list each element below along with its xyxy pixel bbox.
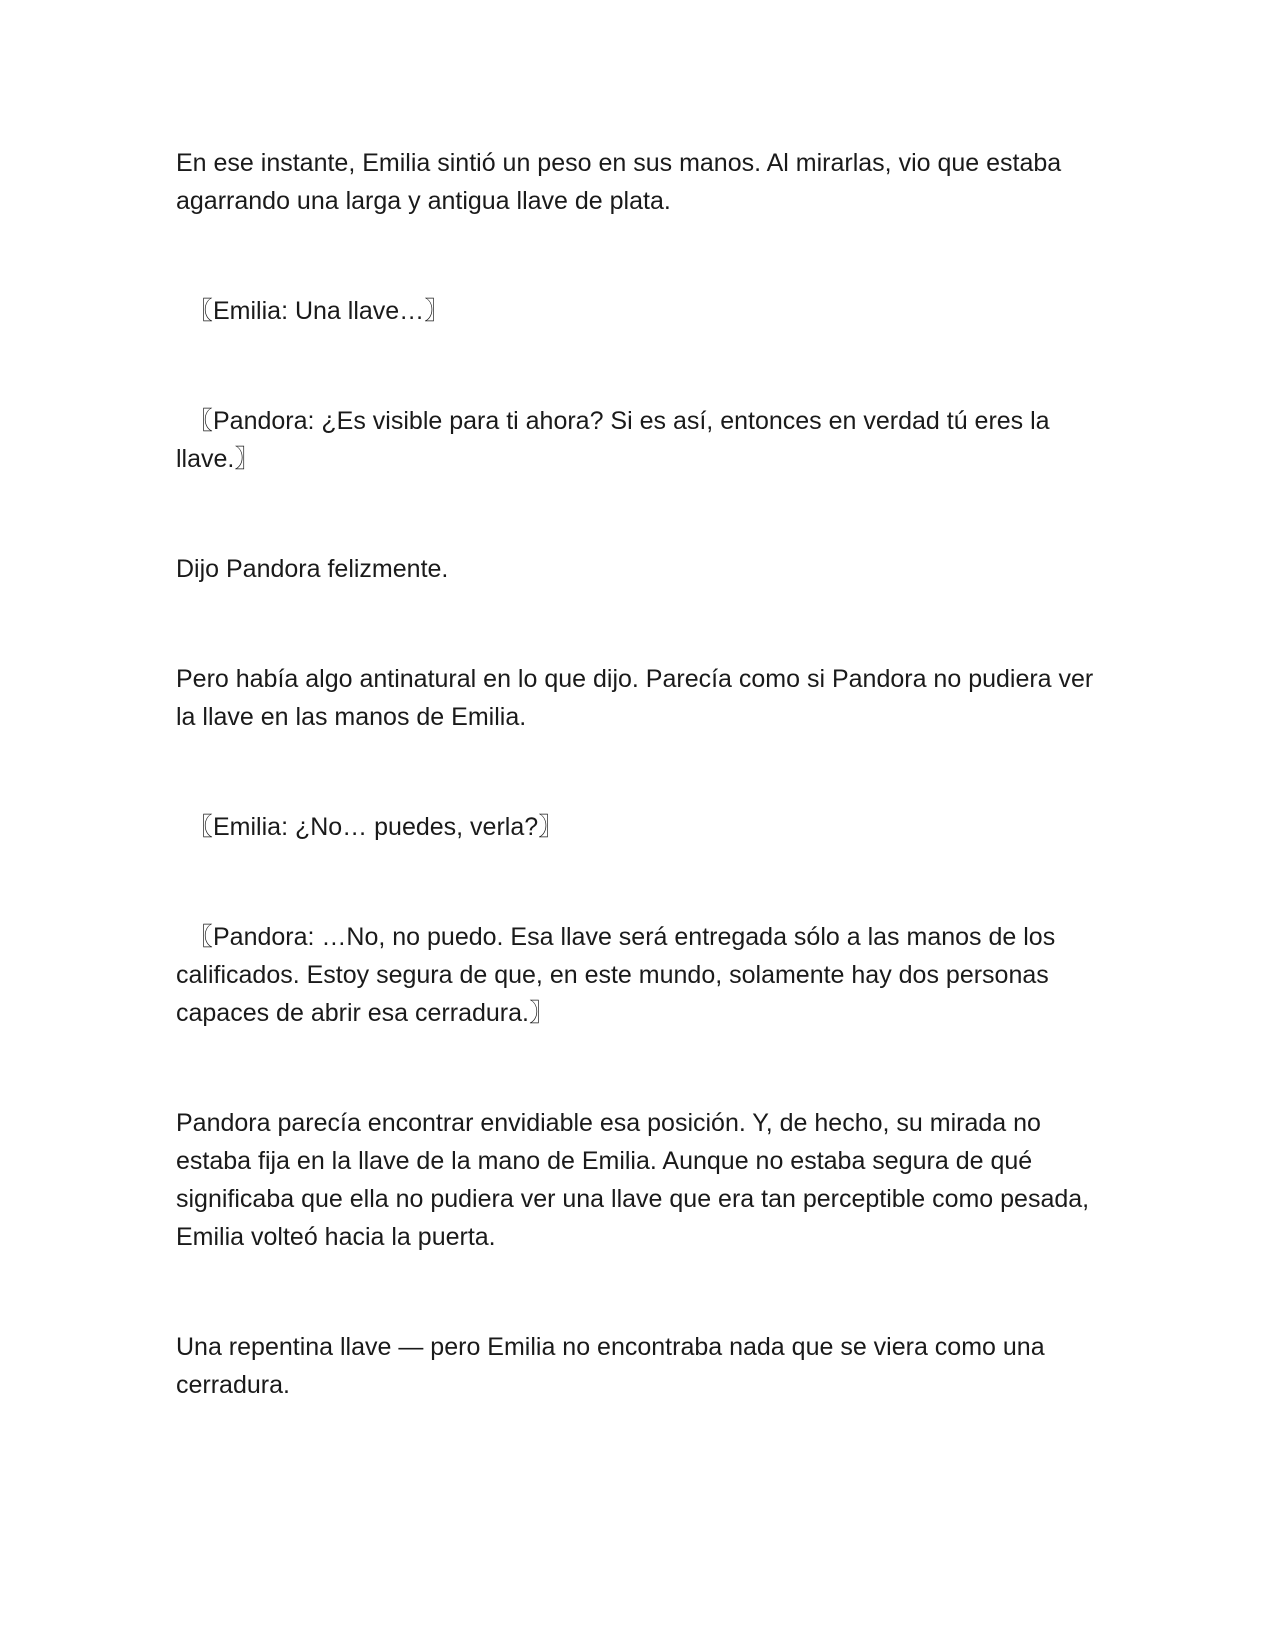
paragraph-narration: Pandora parecía encontrar envidiable esa posición. Y, de hecho, su mirada no estaba fija en la llave de la mano de Emilia. Aunque no estaba segura de qué significaba que ella no pudiera ver una llave que era tan perceptible como pesada, Emilia volteó hacia la puerta. [176,1109,1090,1251]
paragraph-narration: Pero había algo antinatural en lo que dijo. Parecía como si Pandora no pudiera ver la llave en las manos de Emilia. [176,665,1094,731]
text-column [176,144,1106,1476]
paragraph-dialogue: 〖Pandora: ¿Es visible para ti ahora? Si es así, entonces en verdad tú eres la llave.〗 [176,407,1050,473]
paragraph-dialogue: 〖Emilia: Una llave…〗 [188,297,450,325]
paragraph-dialogue: 〖Emilia: ¿No… puedes, verla?〗 [188,813,564,841]
paragraph-narration: En ese instante, Emilia sintió un peso en sus manos. Al mirarlas, vio que estaba agarrando una larga y antigua llave de plata. [176,149,1062,215]
paragraph-dialogue: 〖Pandora: …No, no puedo. Esa llave será entregada sólo a las manos de los calificados. Estoy segura de que, en este mundo, solamente hay dos personas capaces de abrir esa cerradura.〗 [176,923,1056,1027]
paragraph-narration: Dijo Pandora felizmente. [176,555,449,583]
paragraph-narration: Una repentina llave — pero Emilia no encontraba nada que se viera como una cerradura. [176,1333,1045,1399]
